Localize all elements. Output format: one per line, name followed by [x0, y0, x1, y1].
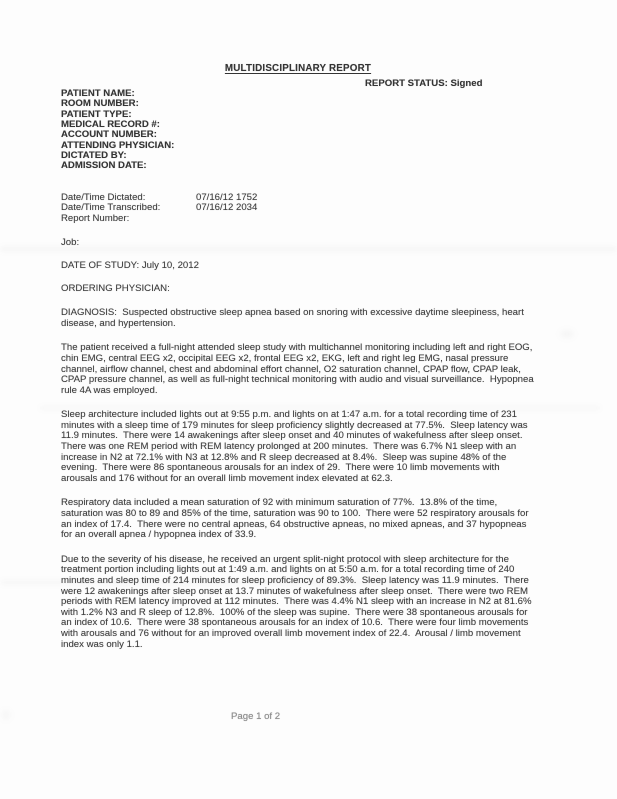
field-label-dictated-by: DICTATED BY:	[61, 149, 127, 161]
report-number-row	[61, 214, 535, 225]
field-label-patient-name: PATIENT NAME:	[61, 88, 135, 100]
report-content	[61, 0, 535, 723]
paragraph-respiratory-data: Respiratory data included a mean saturation of 92 with minimum saturation of 77%. 13.8% of the time, saturation was 80 to 89 and 85% of the time, saturation was 90 to 100. There were 52 respiratory arousals for an index of 17.4. There were no central apneas, 64 obstructive apneas, no mixed apneas, and 37 hypopneas for an overall apnea / hypopnea index of 33.9.	[61, 497, 532, 541]
paragraph-sleep-architecture: Sleep architecture included lights out at 9:55 p.m. and lights on at 1:47 a.m. for a total recording time of 231 minutes with a sleep time of 179 minutes for sleep proficiency slightly decreased at 77.5%. Sleep latency was 11.9 minutes. There were 14 awakenings after sleep onset and 40 minutes of wakefulness after sleep onset. There was one REM period with REM latency prolonged at 200 minutes. There was 6.7% N1 sleep with an increase in N2 at 72.1% with N3 at 12.8% and R sleep decreased at 8.4%. Sleep was supine 48% of the evening. There were 86 spontaneous arousals for an index of 29. There were 10 limb movements with arousals and 176 without for an overall limb movement index elevated at 62.3.	[61, 409, 531, 484]
scan-smudge	[560, 330, 574, 338]
transcribed-row	[61, 203, 535, 214]
field-label-medical-record: MEDICAL RECORD #:	[61, 119, 160, 131]
transcribed-label: Date/Time Transcribed:	[61, 202, 161, 214]
report-status: REPORT STATUS: Signed	[365, 77, 483, 89]
transcribed-value: 07/16/12 2034	[196, 202, 258, 214]
dictated-value: 07/16/12 1752	[196, 191, 258, 203]
field-label-room-number: ROOM NUMBER:	[61, 98, 139, 110]
job-label: Job:	[61, 237, 80, 249]
date-of-study: DATE OF STUDY: July 10, 2012	[61, 259, 199, 271]
paragraph-diagnosis: DIAGNOSIS: Suspected obstructive sleep apnea based on snoring with excessive daytime sleepiness, heart disease, and hypertension.	[61, 307, 527, 329]
scan-smudge	[2, 710, 10, 720]
field-label-account-number: ACCOUNT NUMBER:	[61, 129, 157, 141]
paragraph-study-description: The patient received a full-night attended sleep study with multichannel monitoring including left and right EOG, chin EMG, central EEG x2, occipital EEG x2, frontal EEG x2, EKG, left and right leg EMG, nasal pressure channel, airflow channel, chest and abdominal effort channel, O2 saturation channel, CPAP flow, CPAP leak, CPAP pressure channel, as well as full-night technical monitoring with audio and visual surveillance. Hypopnea rule 4A was employed.	[61, 342, 537, 396]
field-label-patient-type: PATIENT TYPE:	[61, 108, 132, 120]
dictated-label: Date/Time Dictated:	[61, 191, 146, 203]
report-title: MULTIDISCIPLINARY REPORT	[224, 63, 372, 74]
dictation-block	[61, 193, 535, 225]
field-label-attending-physician: ATTENDING PHYSICIAN:	[61, 139, 175, 151]
page-number: Page 1 of 2	[231, 711, 281, 723]
report-number-label: Report Number:	[61, 212, 130, 224]
patient-info-block	[61, 89, 535, 171]
field-label-admission-date: ADMISSION DATE:	[61, 160, 147, 172]
ordering-physician: ORDERING PHYSICIAN:	[61, 282, 170, 294]
paragraph-split-night: Due to the severity of his disease, he received an urgent split-night protocol with sleep architecture for the treatment portion including lights out at 1:49 a.m. and lights on at 5:50 a.m. for a total recording time of 240 minutes and sleep time of 214 minutes for sleep proficiency of 89.3%. Sleep latency was 11.9 minutes. There were 12 awakenings after sleep onset at 13.7 minutes of wakefulness after sleep onset. There were two REM periods with REM latency improved at 112 minutes. There was 4.4% N1 sleep with an increase in N2 at 81.6% with 1.2% N3 and R sleep of 12.8%. 100% of the sleep was supine. There were 38 spontaneous arousals for an index of 10.6. There were 38 spontaneous arousals for an index of 10.6. There were four limb movements with arousals and 76 without for an improved overall limb movement index of 22.4. Arousal / limb movement index was only 1.1.	[61, 553, 535, 650]
